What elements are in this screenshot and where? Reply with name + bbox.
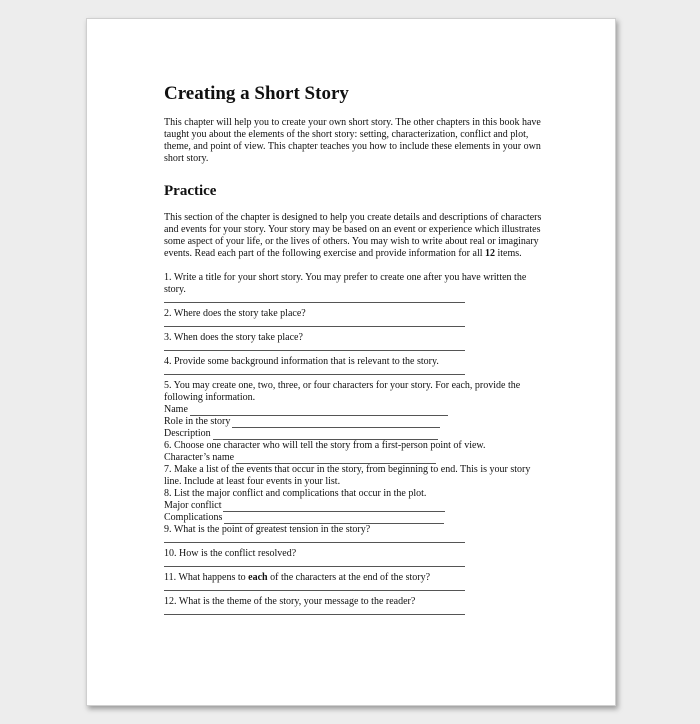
field-description-label: Description bbox=[164, 428, 211, 439]
practice-text-after: items. bbox=[495, 248, 522, 259]
question-6: 6. Choose one character who will tell the story from a first-person point of view. bbox=[164, 440, 486, 451]
answer-line-9[interactable] bbox=[164, 542, 465, 543]
question-2: 2. Where does the story take place? bbox=[164, 308, 306, 319]
document-page bbox=[86, 18, 616, 706]
field-major-conflict-line[interactable] bbox=[223, 501, 445, 512]
question-11-after: of the characters at the end of the story? bbox=[267, 572, 431, 583]
intro-paragraph: This chapter will help you to create your own short story. The other chapters in this book have taught you about the elements of the short story: setting, characterization, conflict and plot, theme, and point of view. This chapter teaches you how to include these elements in your own short story. bbox=[164, 117, 541, 164]
question-4: 4. Provide some background information that is relevant to the story. bbox=[164, 356, 439, 367]
answer-line-12[interactable] bbox=[164, 614, 465, 615]
question-8: 8. List the major conflict and complications that occur in the plot. bbox=[164, 488, 427, 499]
answer-line-11[interactable] bbox=[164, 590, 465, 591]
document-title: Creating a Short Story bbox=[164, 83, 349, 104]
question-10: 10. How is the conflict resolved? bbox=[164, 548, 297, 559]
question-9: 9. What is the point of greatest tension in the story? bbox=[164, 524, 371, 535]
practice-text-before: This section of the chapter is designed to help you create details and descriptions of characters and events for your story. Your story may be based on an event or experience which illustrates some aspect of your life, or the lives of others. You may wish to write about real or imaginary events. Read each part of the following exercise and provide information for all bbox=[164, 212, 542, 259]
practice-paragraph bbox=[164, 212, 544, 260]
document-content bbox=[164, 83, 544, 620]
field-description-line[interactable] bbox=[213, 429, 438, 440]
field-role-row bbox=[164, 416, 544, 428]
field-name-label: Name bbox=[164, 404, 188, 415]
question-1: 1. Write a title for your short story. You may prefer to create one after you have written the story. bbox=[164, 272, 527, 295]
field-major-conflict-row bbox=[164, 500, 544, 512]
question-11-before: 11. What happens to bbox=[164, 572, 249, 583]
answer-line-4[interactable] bbox=[164, 374, 465, 375]
question-11-bold: each bbox=[248, 572, 268, 583]
answer-line-10[interactable] bbox=[164, 566, 465, 567]
question-3: 3. When does the story take place? bbox=[164, 332, 303, 343]
question-7: 7. Make a list of the events that occur in the story, from beginning to end. This is your story line. Include at least four events in your list. bbox=[164, 464, 531, 487]
field-character-name-label: Character’s name bbox=[164, 452, 235, 463]
question-5: 5. You may create one, two, three, or four characters for your story. For each, provide the following information. bbox=[164, 380, 521, 403]
field-character-name-line[interactable] bbox=[236, 453, 436, 464]
question-11 bbox=[164, 572, 544, 584]
field-character-name-row bbox=[164, 452, 544, 464]
answer-line-3[interactable] bbox=[164, 350, 465, 351]
field-major-conflict-label: Major conflict bbox=[164, 500, 222, 511]
field-complications-label: Complications bbox=[164, 512, 223, 523]
field-name-row bbox=[164, 404, 544, 416]
field-name-line[interactable] bbox=[190, 405, 448, 416]
field-role-label: Role in the story bbox=[164, 416, 231, 427]
field-complications-row bbox=[164, 512, 544, 524]
practice-heading: Practice bbox=[164, 183, 217, 199]
question-12: 12. What is the theme of the story, your message to the reader? bbox=[164, 596, 416, 607]
field-role-line[interactable] bbox=[232, 417, 440, 428]
answer-line-2[interactable] bbox=[164, 326, 465, 327]
practice-count: 12 bbox=[485, 248, 495, 259]
answer-line-1[interactable] bbox=[164, 302, 465, 303]
field-description-row bbox=[164, 428, 544, 440]
field-complications-line[interactable] bbox=[224, 513, 444, 524]
